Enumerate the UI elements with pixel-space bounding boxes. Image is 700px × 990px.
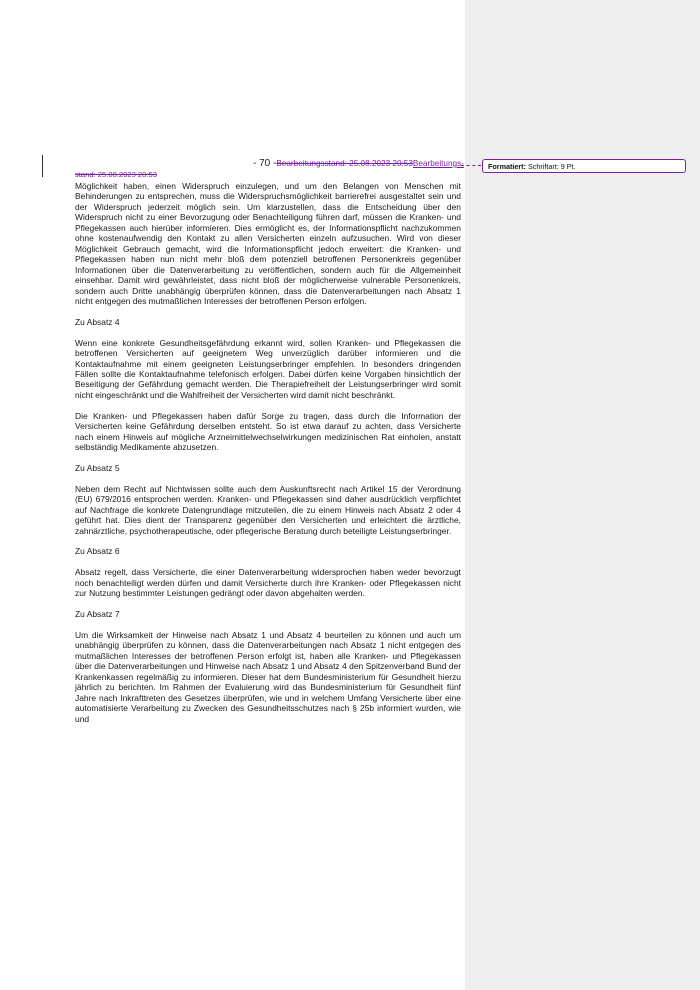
- format-comment-balloon[interactable]: [482, 159, 686, 173]
- paragraph-absatz-4b: Die Kranken- und Pflegekassen haben dafür Sorge zu tragen, dass durch die Information der Versicherten keine Gefährdung derselben entsteht. So ist etwa darauf zu achten, dass Versicherte nach einem Hinweis auf mögliche Arzneimittelwechselwirkungen medizinischen Rat einholen, anstatt selbständig Medikamente abzusetzen.: [75, 410, 461, 453]
- paragraph-absatz-6: Absatz regelt, dass Versicherte, die einer Datenverarbeitung widersprochen haben weder bevorzugt noch benachteiligt werden dürfen und damit Versicherte durch ihre Kranken- oder Pflegekassen nicht zur Nutzung bestimmter Leistungen gedrängt oder davon abgehalten werden.: [75, 567, 461, 599]
- comment-text: Schriftart: 9 Pt.: [525, 162, 576, 171]
- comment-connector: [461, 165, 481, 166]
- paragraph-absatz-5: Neben dem Recht auf Nichtwissen sollte auch dem Auskunftsrecht nach Artikel 15 der Verordnung (EU) 679/2016 entsprochen werden. Kranken- und Pflegekassen sind daher ausdrücklich verpflichtet auf Nachfrage die konkrete Datengrundlage mitzuteilen, die zu einem Hinweis nach Absatz 2 oder 4 geführt hat. Dies dient der Transparenz gegenüber den Versicherten und erleichtert die ärztliche, zahnärztliche, psychotherapeutische, oder pflegerische Beratung durch beteiligte Leistungserbringer.: [75, 483, 461, 536]
- heading-absatz-5: Zu Absatz 5: [75, 462, 120, 473]
- heading-absatz-6: Zu Absatz 6: [75, 546, 120, 557]
- page-header: [75, 158, 464, 169]
- paragraph-absatz-4a: Wenn eine konkrete Gesundheitsgefährdung erkannt wird, sollen Kranken- und Pflegekassen die betroffenen Versicherten auf geeignetem Weg unverzüglich darüber informieren und die Kontaktaufnahme mit einem geeigneten Leistungserbringer empfehlen. In besonders dringenden Fällen sollte die Kontaktaufnahme telefonisch erfolgen. Dabei dürfen keine Vorgaben hinsichtlich der Beseitigung der Gefährdung gemacht werden. Die Therapiefreiheit der Leistungserbringer wird somit nicht eingeschränkt und die Wahlfreiheit der Versicherten wird damit nicht beschränkt.: [75, 337, 461, 400]
- heading-absatz-4: Zu Absatz 4: [75, 316, 120, 327]
- document-body: [75, 181, 461, 734]
- inserted-stamp-line1: Bearbeitungs-: [412, 159, 464, 168]
- deleted-stamp: Bearbeitungsstand: 25.08.2023 20:53: [276, 159, 413, 168]
- markup-margin-pane: [465, 0, 700, 990]
- change-bar: [42, 155, 43, 177]
- page-number: - 70 -: [253, 158, 277, 169]
- paragraph-absatz-7: Um die Wirksamkeit der Hinweise nach Absatz 1 und Absatz 4 beurteilen zu können und auch um unabhängig überprüfen zu können, dass die Datenverarbeitungen nach Absatz 1 nicht entgegen des mutmaßlichen Interesses der betroffenen Person erfolgt ist, haben alle Kranken- und Pflegekassen über die Datenverarbeitungen und Hinweise nach Absatz 1 und Absatz 4 den Spitzenverband Bund der Krankenkassen regelmäßig zu informieren. Dieser hat dem Bundesministerium für Gesundheit hierzu jährlich zu berichten. Im Rahmen der Evaluierung wird das Bundesministerium für Gesundheit fünf Jahre nach Inkrafttreten des Gesetzes überprüfen, wie und in welchem Umfang Versicherte über eine automatisierte Verarbeitung zu Zwecken des Gesundheitsschutzes nach § 25b informiert wurden, wie und: [75, 629, 461, 724]
- comment-label: Formatiert:: [488, 162, 526, 171]
- heading-absatz-7: Zu Absatz 7: [75, 609, 120, 620]
- inserted-stamp-line2: stand: 25.08.2023 20:53: [75, 170, 157, 179]
- paragraph-intro: Möglichkeit haben, einen Widerspruch einzulegen, und um den Belangen von Menschen mit Behinderungen zu entsprechen, muss die Widerspruchsmöglichkeit barrierefrei ausgestaltet sein und der Widerspruch jederzeit möglich sein. Um klarzustellen, dass die Entscheidung über den Widerspruch nicht zu einer Bevorzugung oder Benachteiligung führen darf, müssen die Kranken- und Pflegekassen auch hierüber informieren. Dies ermöglicht es, der Informationspflicht nachzukommen ohne kostenaufwendig den Kontakt zu allen Versicherten einzeln aufzusuchen. Wird von dieser Möglichkeit Gebrauch gemacht, wird die Informationspflicht jedoch erweitert: die Kranken- und Pflegekassen haben nun nicht mehr bloß dem potenziell betroffenen Personenkreis gegenüber Informationen über die Datenverarbeitung zu veröffentlichen, sondern auch für die Allgemeinheit einsehbar. Damit wird gewährleistet, dass nicht bloß der möglicherweise vulnerable Personenkreis, sondern auch Dritte unabhängig überprüfen können, dass die Datenverarbeitungen nach Absatz 1 nicht entgegen des mutmaßlichen Interesses der betroffenen Person erfolgen.: [75, 181, 461, 306]
